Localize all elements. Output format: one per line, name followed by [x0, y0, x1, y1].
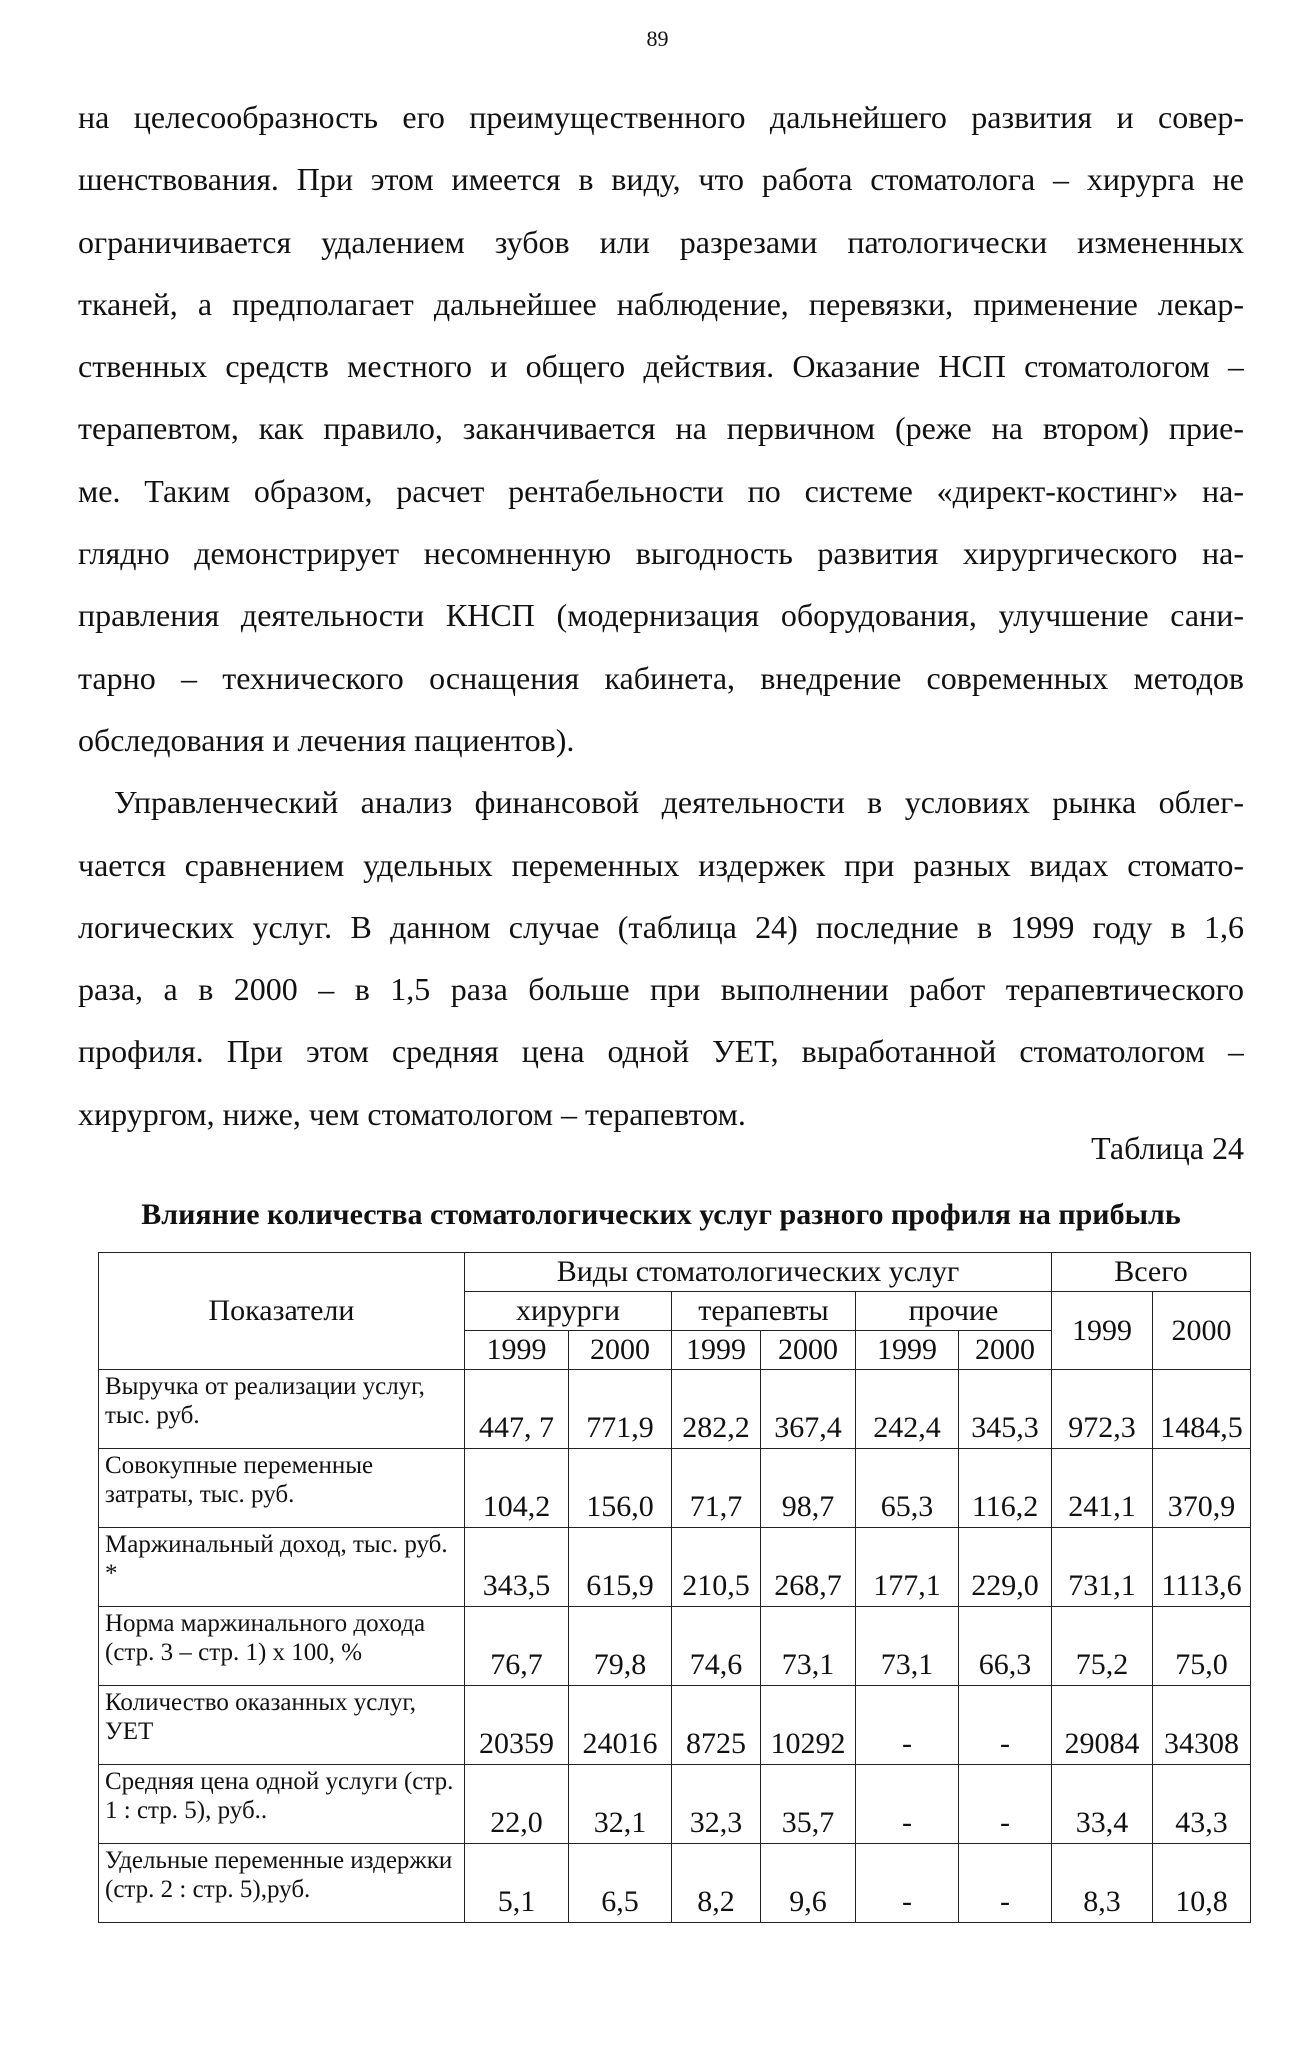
table-cell: 282,2	[672, 1370, 761, 1449]
header-year: 2000	[959, 1331, 1052, 1370]
table-cell: 22,0	[465, 1765, 569, 1844]
table-cell: 33,4	[1052, 1765, 1153, 1844]
text-line: раза, а в 2000 – в 1,5 раза больше при выполнении работ терапевтического	[78, 971, 1244, 1008]
table-cell: 75,2	[1052, 1607, 1153, 1686]
table-row	[99, 1686, 1251, 1765]
header-year: 2000	[761, 1331, 856, 1370]
table-cell: 34308	[1153, 1686, 1251, 1765]
table-cell: -	[959, 1765, 1052, 1844]
table-cell: 71,7	[672, 1449, 761, 1528]
header-others: прочие	[856, 1292, 1052, 1331]
text-line: правления деятельности КНСП (модернизация оборудования, улучшение сани-	[78, 597, 1244, 634]
table-cell: 74,6	[672, 1607, 761, 1686]
table-cell: 177,1	[856, 1528, 959, 1607]
table-cell: 229,0	[959, 1528, 1052, 1607]
table-row	[99, 1607, 1251, 1686]
header-surgeons: хирурги	[465, 1292, 672, 1331]
table-cell: 65,3	[856, 1449, 959, 1528]
table-caption: Таблица 24	[1091, 1130, 1244, 1166]
table-cell: 5,1	[465, 1844, 569, 1923]
table-cell: 6,5	[569, 1844, 672, 1923]
table-cell: 615,9	[569, 1528, 672, 1607]
table-cell: 370,9	[1153, 1449, 1251, 1528]
table-cell: 104,2	[465, 1449, 569, 1528]
header-year: 2000	[1153, 1292, 1251, 1370]
table-cell: 20359	[465, 1686, 569, 1765]
table-cell: 8,3	[1052, 1844, 1153, 1923]
text-line: Управленческий анализ финансовой деятельности в условиях рынка облег-	[114, 784, 1244, 821]
text-line: логических услуг. В данном случае (таблица 24) последние в 1999 году в 1,6	[78, 908, 1244, 945]
table-cell: 43,3	[1153, 1765, 1251, 1844]
text-line: тарно – технического оснащения кабинета, внедрение современных методов	[78, 659, 1244, 696]
table-row	[99, 1528, 1251, 1607]
header-year: 1999	[465, 1331, 569, 1370]
table-cell: 73,1	[856, 1607, 959, 1686]
table-cell: 156,0	[569, 1449, 672, 1528]
table-title: Влияние количества стоматологических услуг разного профиля на прибыль	[141, 1198, 1181, 1231]
text-line: чается сравнением удельных переменных издержек при разных видах стомато-	[78, 846, 1244, 883]
table-cell: -	[959, 1844, 1052, 1923]
table-cell: 75,0	[1153, 1607, 1251, 1686]
text-line: обследования и лечения пациентов).	[78, 721, 575, 758]
table-cell: 79,8	[569, 1607, 672, 1686]
row-label: Совокупные переменные затраты, тыс. руб.	[99, 1449, 465, 1528]
text-line: ме. Таким образом, расчет рентабельности по системе «директ-костинг» на-	[78, 472, 1244, 509]
text-line: ственных средств местного и общего действия. Оказание НСП стоматологом –	[78, 348, 1244, 385]
header-therapists: терапевты	[672, 1292, 856, 1331]
table-cell: -	[959, 1686, 1052, 1765]
table-cell: 241,1	[1052, 1449, 1153, 1528]
table-cell: 972,3	[1052, 1370, 1153, 1449]
table-cell: 268,7	[761, 1528, 856, 1607]
table-cell: -	[856, 1686, 959, 1765]
header-indicators: Показатели	[99, 1253, 465, 1370]
table-cell: -	[856, 1844, 959, 1923]
table-cell: 367,4	[761, 1370, 856, 1449]
table-row	[99, 1765, 1251, 1844]
text-line: тканей, а предполагает дальнейшее наблюдение, перевязки, применение лекар-	[78, 285, 1244, 322]
text-line: ограничивается удалением зубов или разрезами патологически измененных	[78, 223, 1244, 260]
header-year: 1999	[856, 1331, 959, 1370]
header-total: Всего	[1052, 1253, 1251, 1292]
table-cell: -	[856, 1765, 959, 1844]
text-line: профиля. При этом средняя цена одной УЕТ, выработанной стоматологом –	[78, 1033, 1244, 1070]
header-year: 2000	[569, 1331, 672, 1370]
table-cell: 771,9	[569, 1370, 672, 1449]
table-cell: 9,6	[761, 1844, 856, 1923]
table-cell: 343,5	[465, 1528, 569, 1607]
body-text	[78, 86, 1244, 1145]
page-number: 89	[646, 26, 669, 51]
table-cell: 447, 7	[465, 1370, 569, 1449]
table-cell: 32,1	[569, 1765, 672, 1844]
table-cell: 116,2	[959, 1449, 1052, 1528]
table-cell: 66,3	[959, 1607, 1052, 1686]
header-year: 1999	[672, 1331, 761, 1370]
table-cell: 242,4	[856, 1370, 959, 1449]
row-label: Средняя цена одной услуги (стр. 1 : стр. 5), руб..	[99, 1765, 465, 1844]
table-cell: 210,5	[672, 1528, 761, 1607]
table-cell: 76,7	[465, 1607, 569, 1686]
header-service-types: Виды стоматологических услуг	[465, 1253, 1052, 1292]
row-label: Норма маржинального дохода (стр. 3 – стр. 1) х 100, %	[99, 1607, 465, 1686]
table-cell: 8725	[672, 1686, 761, 1765]
table-cell: 10292	[761, 1686, 856, 1765]
table-cell: 731,1	[1052, 1528, 1153, 1607]
table-cell: 24016	[569, 1686, 672, 1765]
table-row	[99, 1370, 1251, 1449]
table-cell: 8,2	[672, 1844, 761, 1923]
text-line: глядно демонстрирует несомненную выгодность развития хирургического на-	[78, 535, 1244, 572]
table-cell: 345,3	[959, 1370, 1052, 1449]
data-table	[98, 1252, 1251, 1923]
table-cell: 35,7	[761, 1765, 856, 1844]
table-cell: 73,1	[761, 1607, 856, 1686]
text-line: шенствования. При этом имеется в виду, что работа стоматолога – хирурга не	[78, 161, 1244, 198]
table-row	[99, 1449, 1251, 1528]
row-label: Количество оказанных услуг, УЕТ	[99, 1686, 465, 1765]
row-label: Выручка от реализации услуг, тыс. руб.	[99, 1370, 465, 1449]
row-label: Удельные переменные издержки (стр. 2 : стр. 5),руб.	[99, 1844, 465, 1923]
table-cell: 10,8	[1153, 1844, 1251, 1923]
table-cell: 32,3	[672, 1765, 761, 1844]
table-body	[99, 1370, 1251, 1923]
row-label: Маржинальный доход, тыс. руб. *	[99, 1528, 465, 1607]
text-line: хирургом, ниже, чем стоматологом – терапевтом.	[78, 1095, 746, 1132]
table-cell: 1484,5	[1153, 1370, 1251, 1449]
text-line: терапевтом, как правило, заканчивается на первичном (реже на втором) прие-	[78, 410, 1244, 447]
table-cell: 98,7	[761, 1449, 856, 1528]
header-year: 1999	[1052, 1292, 1153, 1370]
table-row	[99, 1844, 1251, 1923]
table-cell: 29084	[1052, 1686, 1153, 1765]
text-line: на целесообразность его преимущественного дальнейшего развития и совер-	[78, 99, 1244, 135]
table-cell: 1113,6	[1153, 1528, 1251, 1607]
